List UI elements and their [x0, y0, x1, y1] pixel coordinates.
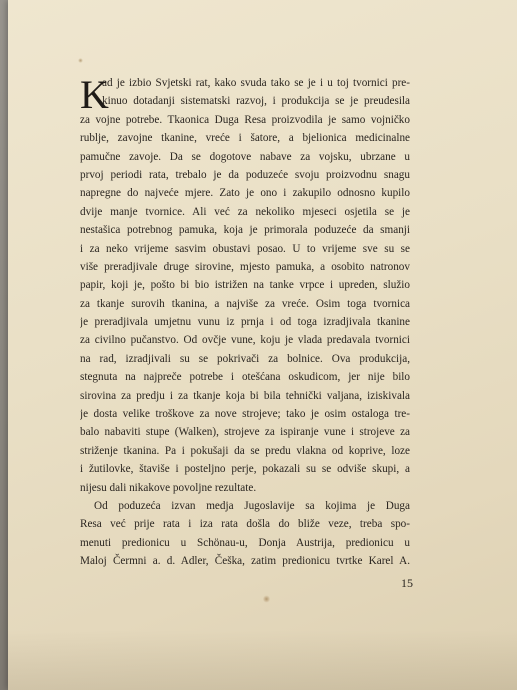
text-line: napregne do najveće mjere. Zato je ono i zakupilo odnosno kupilo	[80, 187, 410, 200]
text-line: nijesu dali nikakove povoljne rezultate.	[80, 481, 257, 494]
page-shadow	[8, 630, 517, 690]
text-line: Maloj Čermni a. d. Adler, Češka, zatim predionicu tvrtke Karel A.	[80, 555, 410, 568]
drop-cap: K	[80, 72, 109, 117]
body-text	[80, 74, 410, 571]
text-line: više preradjivale druge sirovine, mjesto pamuka, a osobito natronov	[80, 260, 410, 273]
text-line: i za neko vrijeme sasvim obustavi posao. U to vrijeme sve su se	[80, 242, 410, 255]
text-line: menuti predionicu u Schönau-u, Donja Austrija, predionicu u	[80, 536, 410, 549]
text-line: balo nabaviti stupe (Walken), strojeve za ispiranje vune i strojeve za	[80, 426, 410, 439]
text-line: sirovina za predju i za tkanje koja bi bila tehnički valjana, iziskivala	[80, 389, 410, 402]
text-line: za civilno pučanstvo. Od ovčje vune, koju je vlada predavala tvornici	[80, 334, 410, 347]
text-line: kinuo dotadanji sistematski razvoj, i produkcija se je preudesila	[102, 95, 410, 108]
text-line: za tkanje surovih tkanina, a najviše za vreće. Osim toga tvornica	[80, 297, 410, 310]
text-line: Od poduzeća izvan medja Jugoslavije sa kojima je Duga	[94, 499, 410, 512]
text-line: i žutilovke, štaviše i posteljno perje, pokazali su se odviše skupi, a	[80, 463, 410, 476]
text-line: ad je izbio Svjetski rat, kako svuda tako se je i u toj tvornici pre-	[102, 77, 410, 89]
text-line: pamučne zavoje. Da se dogotove nabave za vojsku, ubrzane u	[80, 150, 410, 163]
paper-spot	[78, 58, 83, 63]
paper-spot	[263, 595, 270, 603]
text-line: je dosta velike troškove za nove strojeve; tako je osim ostaloga tre-	[80, 408, 410, 421]
text-line: striženje tkanina. Pa i pokušaji da se predu vlakna od koprive, loze	[80, 444, 410, 457]
text-line: dvije manje tvornice. Ali već za nekoliko mjeseci osjetila se je	[80, 205, 410, 218]
text-line: stegnuta na najpreče potrebe i otešćana oskudicom, jer nije bilo	[80, 371, 410, 384]
text-line: na rad, izradjivali su se pokrivači za bolnice. Ova produkcija,	[80, 352, 410, 365]
text-line: rublje, zavojne tkanine, vreće i šatore, a bjelionica medicinalne	[80, 132, 410, 145]
page-number: 15	[401, 576, 413, 590]
text-line: je preradjivala umjetnu vunu iz prnja i od toga izradjivala tkanine	[80, 316, 410, 329]
text-line: papir, koji je, pošto bi bio istrižen na tanke vrpce i upreden, služio	[80, 279, 410, 292]
text-line: prvoj periodi rata, trebalo je da poduzeće svoju proizvodnu snagu	[80, 168, 410, 181]
text-line: nestašica potrebnog pamuka, koja je primorala poduzeće da smanji	[80, 224, 410, 237]
book-page	[8, 0, 517, 690]
text-line: Resa već prije rata i iza rata došla do bliže veze, treba spo-	[80, 518, 410, 531]
text-line: za vojne potrebe. Tkaonica Duga Resa proizvodila je samo vojničko	[80, 113, 410, 126]
